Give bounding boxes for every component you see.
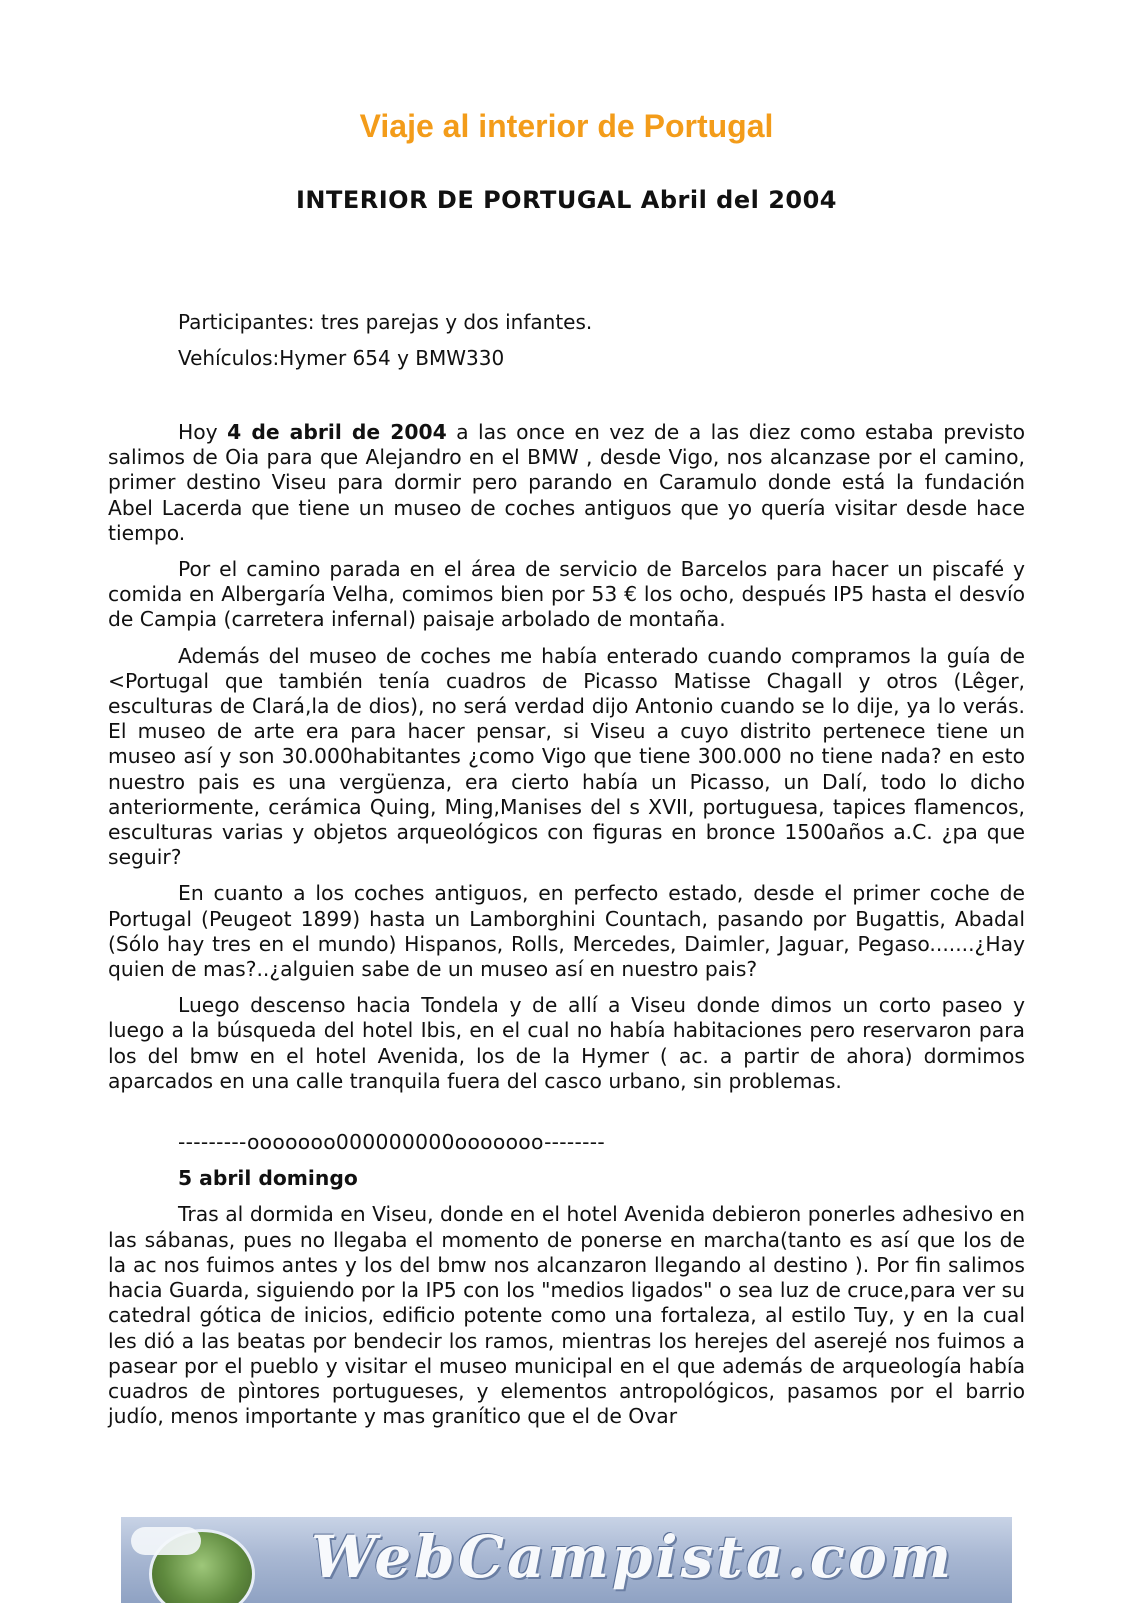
paragraph-art-museum: Además del museo de coches me había enterado cuando compramos la guía de <Portugal que también tenía cuadros de Picasso Matisse Chagall y otros (Lêger, esculturas de Clará,la de dios), no será verdad dijo Antonio cuando se lo dije, ya lo verás. El museo de arte era para hacer pensar, si Viseu a cuyo distrito pertenece tiene un museo así y son 30.000habitantes ¿como Vigo que tiene 300.000 no tiene nada? en esto nuestro pais es una vergüenza, era cierto había un Picasso, un Dalí, todo lo dicho anteriormente, cerámica Quing, Ming,Manises del s XVII, portuguesa, tapices flamencos, esculturas varias y objetos arqueológicos con figuras en bronce 1500años a.C. ¿pa que seguir? — [108, 643, 1025, 870]
paragraph-viseu: Luego descenso hacia Tondela y de allí a Viseu donde dimos un corto paseo y luego a la búsqueda del hotel Ibis, en el cual no había habitaciones pero reservaron para los del bmw en el hotel Avenida, los de la Hymer ( ac. a partir de ahora) dormimos aparcados en una calle tranquila fuera del casco urbano, sin problemas. — [108, 993, 1025, 1093]
section-separator: ---------ooooooo000000000ooooooo-------- — [178, 1130, 606, 1155]
paragraph-classic-cars: En cuanto a los coches antiguos, en perfecto estado, desde el primer coche de Portugal (Peugeot 1899) hasta un Lamborghini Countach, pasando por Bugattis, Abadal (Sólo hay tres en el mundo) Hispanos, Rolls, Mercedes, Daimler, Jaguar, Pegaso.......¿Hay quien de mas?..¿alguien sabe de un museo así en nuestro pais? — [108, 881, 1025, 982]
paragraph-guarda: Tras al dormida en Viseu, donde en el hotel Avenida debieron ponerles adhesivo en las sábanas, pues no llegaba el momento de ponerse en marcha(tanto es así que los de la ac nos fuimos antes y los del bmw nos alcanzaron llegando al destino ). Por fin salimos hacia Guarda, siguiendo por la IP5 con los "medios ligados" o sea luz de cruce,para ver su catedral gótica de inicios, edificio potente como una fortaleza, al estilo Tuy, y en la cual les dió a las beatas por bendecir los ramos, mientras los herejes del aserejé nos fuimos a pasear por el pueblo y visitar el museo municipal en el que además de arqueología había cuadros de pìntores portugueses, y elementos antropológicos, pasamos por el barrio judío, menos importante y mas granítico que el de Ovar — [108, 1202, 1025, 1429]
cloud-icon — [131, 1527, 201, 1555]
banner-brand-text: WebCampista.com — [311, 1523, 955, 1591]
vehicles-line: Vehículos:Hymer 654 y BMW330 — [178, 346, 505, 370]
webcampista-banner[interactable] — [121, 1517, 1012, 1603]
document-subtitle: INTERIOR DE PORTUGAL Abril del 2004 — [295, 186, 837, 214]
paragraph-barcelos: Por el camino parada en el área de servicio de Barcelos para hacer un piscafé y comida en Albergaría Velha, comimos bien por 53 € los ocho, después IP5 hasta el desvío de Campia (carretera infernal) paisaje arbolado de montaña. — [108, 557, 1025, 632]
date-emphasis: 4 de abril de 2004 — [227, 420, 447, 444]
document-title: Viaje al interior de Portugal — [359, 108, 774, 144]
paragraph-text: Hoy — [178, 420, 228, 444]
participants-line: Participantes: tres parejas y dos infantes. — [178, 310, 593, 334]
paragraph-text: a las once en vez de a las diez como estaba previsto salimos de Oia para que Alejandro en el BMW , desde Vigo, nos alcanzase por el camino, primer destino Viseu para dormir pero parando en Caramulo donde está la fundación Abel Lacerda que tiene un museo de coches antiguos que yo quería visitar desde hace tiempo. — [108, 420, 1025, 545]
body-text — [108, 420, 1025, 1440]
paragraph-day1-intro — [108, 420, 1025, 546]
day2-heading-text: 5 abril domingo — [178, 1166, 358, 1191]
day2-heading — [108, 1166, 1025, 1191]
